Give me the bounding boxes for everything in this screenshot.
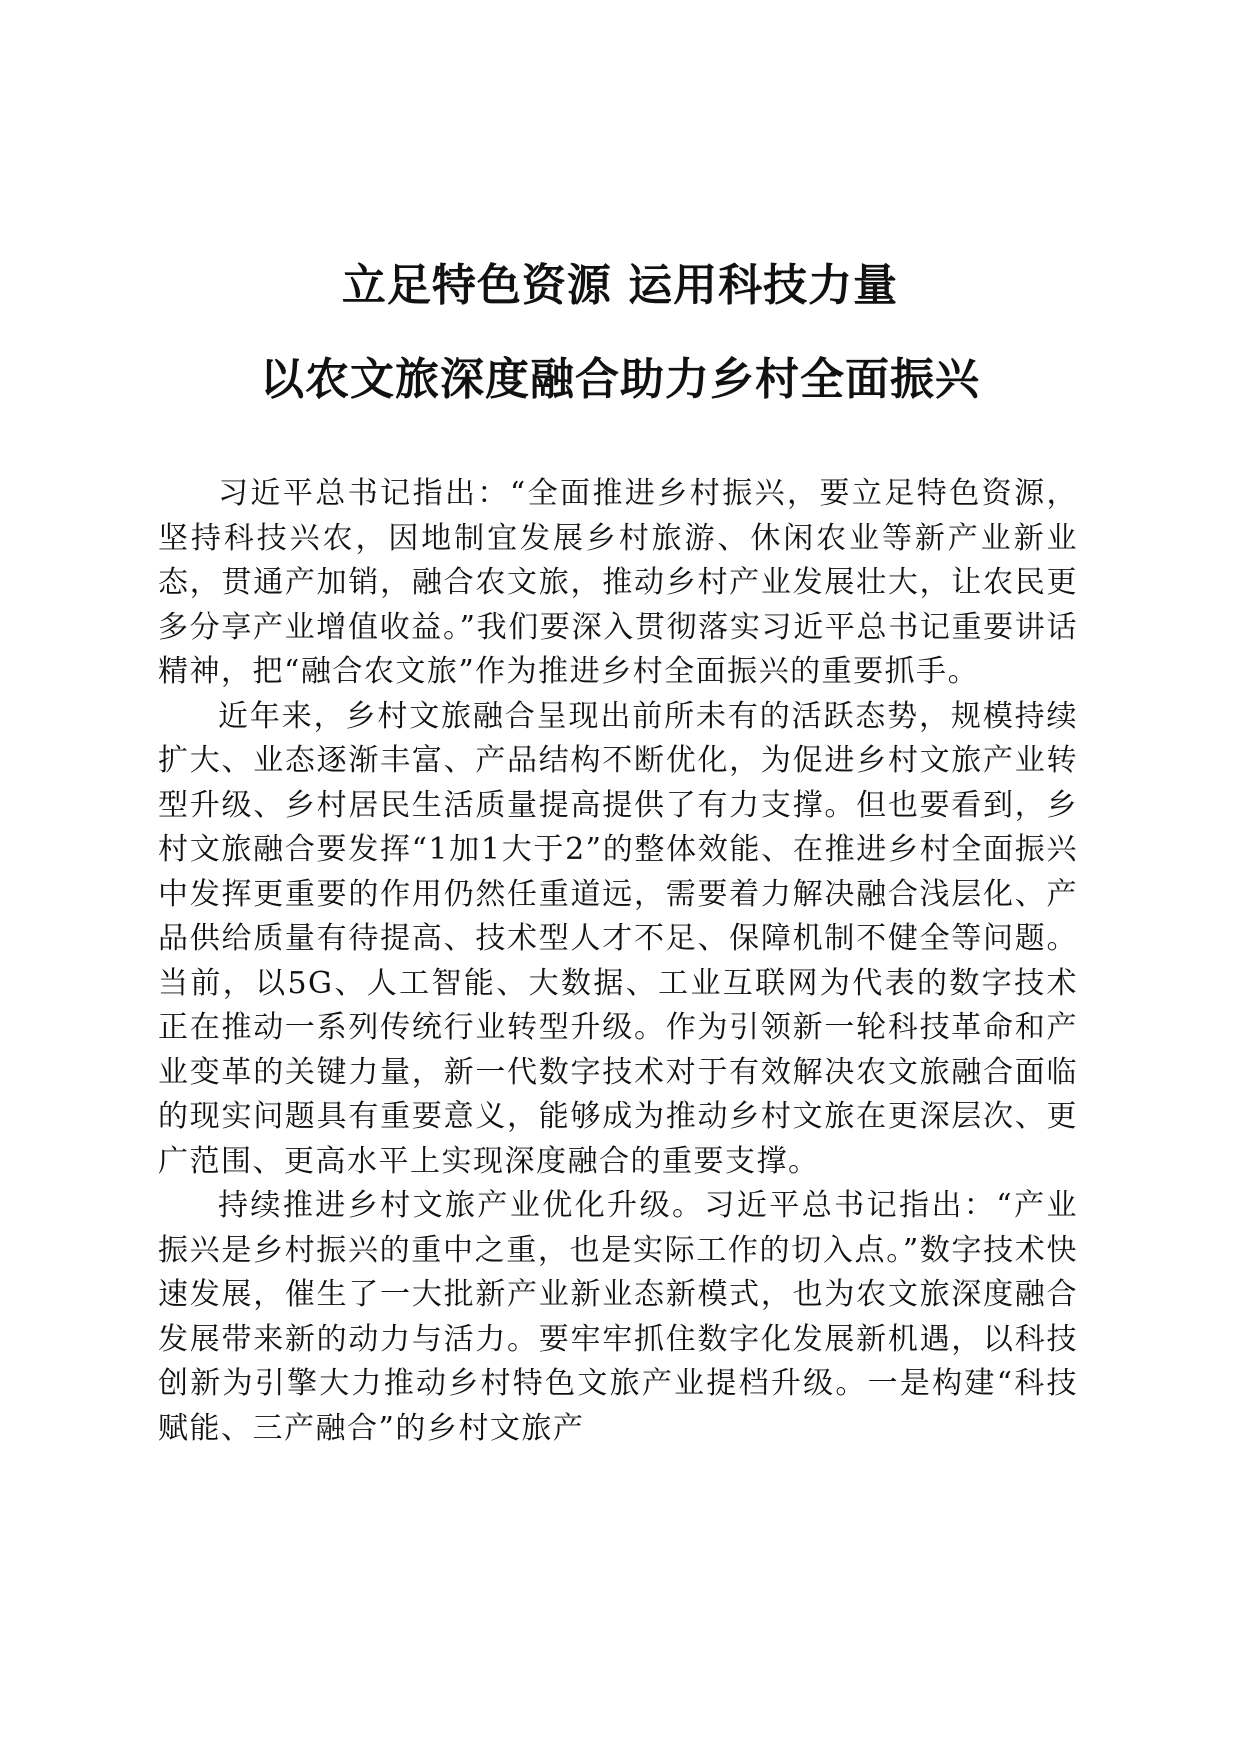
paragraph-2: 近年来，乡村文旅融合呈现出前所未有的活跃态势，规模持续扩大、业态逐渐丰富、产品结构不断优化，为促进乡村文旅产业转型升级、乡村居民生活质量提高提供了有力支撑。但也要看到，乡村文旅融合要发挥“1加1大于2”的整体效能、在推进乡村全面振兴中发挥更重要的作用仍然任重道远，需要着力解决融合浅层化、产品供给质量有待提高、技术型人才不足、保障机制不健全等问题。当前，以5G、人工智能、大数据、工业互联网为代表的数字技术正在推动一系列传统行业转型升级。作为引领新一轮科技革命和产业变革的关键力量，新一代数字技术对于有效解决农文旅融合面临的现实问题具有重要意义，能够成为推动乡村文旅在更深层次、更广范围、更高水平上实现深度融合的重要支撑。 (158, 698, 1078, 1179)
paragraph-3: 持续推进乡村文旅产业优化升级。习近平总书记指出：“产业振兴是乡村振兴的重中之重，也是实际工作的切入点。”数字技术快速发展，催生了一大批新产业新业态新模式，也为农文旅深度融合发展带来新的动力与活力。要牢牢抓住数字化发展新机遇，以科技创新为引擎大力推动乡村特色文旅产业提档升级。一是构建“科技赋能、三产融合”的乡村文旅产 (158, 1188, 1078, 1446)
title-line-1: 立足特色资源 运用科技力量 (341, 260, 899, 311)
title-line-2: 以农文旅深度融合助力乡村全面振兴 (260, 354, 980, 405)
paragraph-1: 习近平总书记指出：“全面推进乡村振兴，要立足特色资源，坚持科技兴农，因地制宜发展乡村旅游、休闲农业等新产业新业态，贯通产加销，融合农文旅，推动乡村产业发展壮大，让农民更多分享产业增值收益。”我们要深入贯彻落实习近平总书记重要讲话精神，把“融合农文旅”作为推进乡村全面振兴的重要抓手。 (158, 476, 1078, 689)
document-body (158, 472, 1078, 1451)
